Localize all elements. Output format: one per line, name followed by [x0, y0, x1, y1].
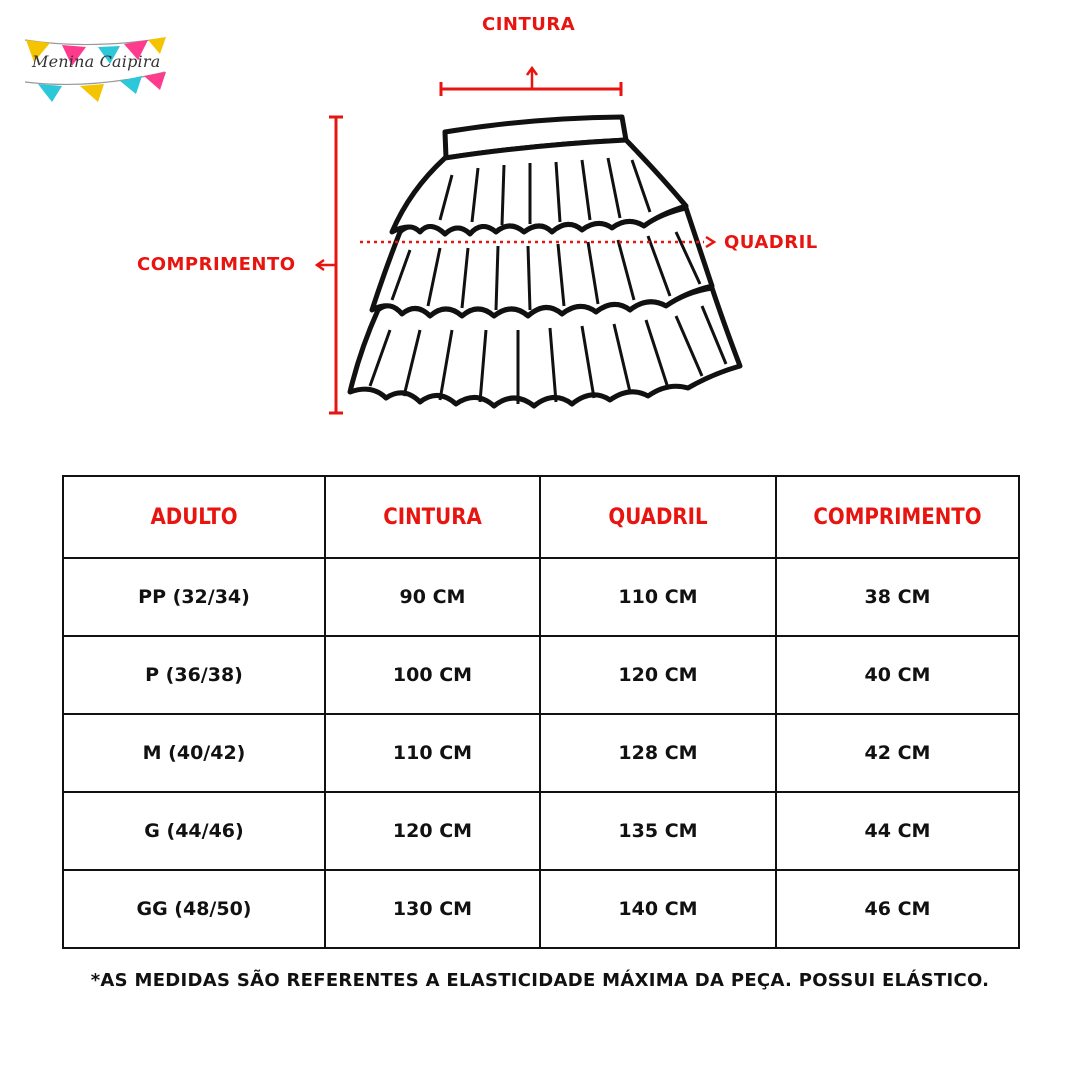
brand-name: Menina Caipira — [32, 52, 161, 71]
size-cell: M (40/42) — [63, 714, 325, 792]
table-row — [63, 792, 1019, 870]
waist-cell: 130 CM — [325, 870, 540, 948]
length-cell: 38 CM — [776, 558, 1019, 636]
footnote: *AS MEDIDAS SÃO REFERENTES A ELASTICIDADE MÁXIMA DA PEÇA. POSSUI ELÁSTICO. — [90, 970, 990, 991]
table-row — [63, 558, 1019, 636]
header-adulto: ADULTO — [63, 476, 325, 558]
size-cell: G (44/46) — [63, 792, 325, 870]
waist-label: CINTURA — [482, 14, 576, 35]
table-row — [63, 636, 1019, 714]
table-row — [63, 714, 1019, 792]
length-cell: 44 CM — [776, 792, 1019, 870]
size-cell: P (36/38) — [63, 636, 325, 714]
length-label: COMPRIMENTO — [137, 254, 296, 275]
skirt-diagram — [0, 0, 1080, 440]
skirt-illustration — [0, 0, 1080, 440]
waist-cell: 100 CM — [325, 636, 540, 714]
table-row — [63, 870, 1019, 948]
size-cell: PP (32/34) — [63, 558, 325, 636]
length-cell: 42 CM — [776, 714, 1019, 792]
hip-cell: 140 CM — [540, 870, 776, 948]
header-cintura: CINTURA — [325, 476, 540, 558]
header-quadril: QUADRIL — [540, 476, 776, 558]
hip-cell: 120 CM — [540, 636, 776, 714]
hip-cell: 110 CM — [540, 558, 776, 636]
hip-cell: 128 CM — [540, 714, 776, 792]
size-cell: GG (48/50) — [63, 870, 325, 948]
hip-label: QUADRIL — [724, 232, 818, 253]
waist-cell: 110 CM — [325, 714, 540, 792]
hip-cell: 135 CM — [540, 792, 776, 870]
size-chart-table — [62, 475, 1020, 949]
length-cell: 46 CM — [776, 870, 1019, 948]
waist-cell: 120 CM — [325, 792, 540, 870]
header-comprimento: COMPRIMENTO — [776, 476, 1019, 558]
length-cell: 40 CM — [776, 636, 1019, 714]
waist-cell: 90 CM — [325, 558, 540, 636]
table-header-row — [63, 476, 1019, 558]
